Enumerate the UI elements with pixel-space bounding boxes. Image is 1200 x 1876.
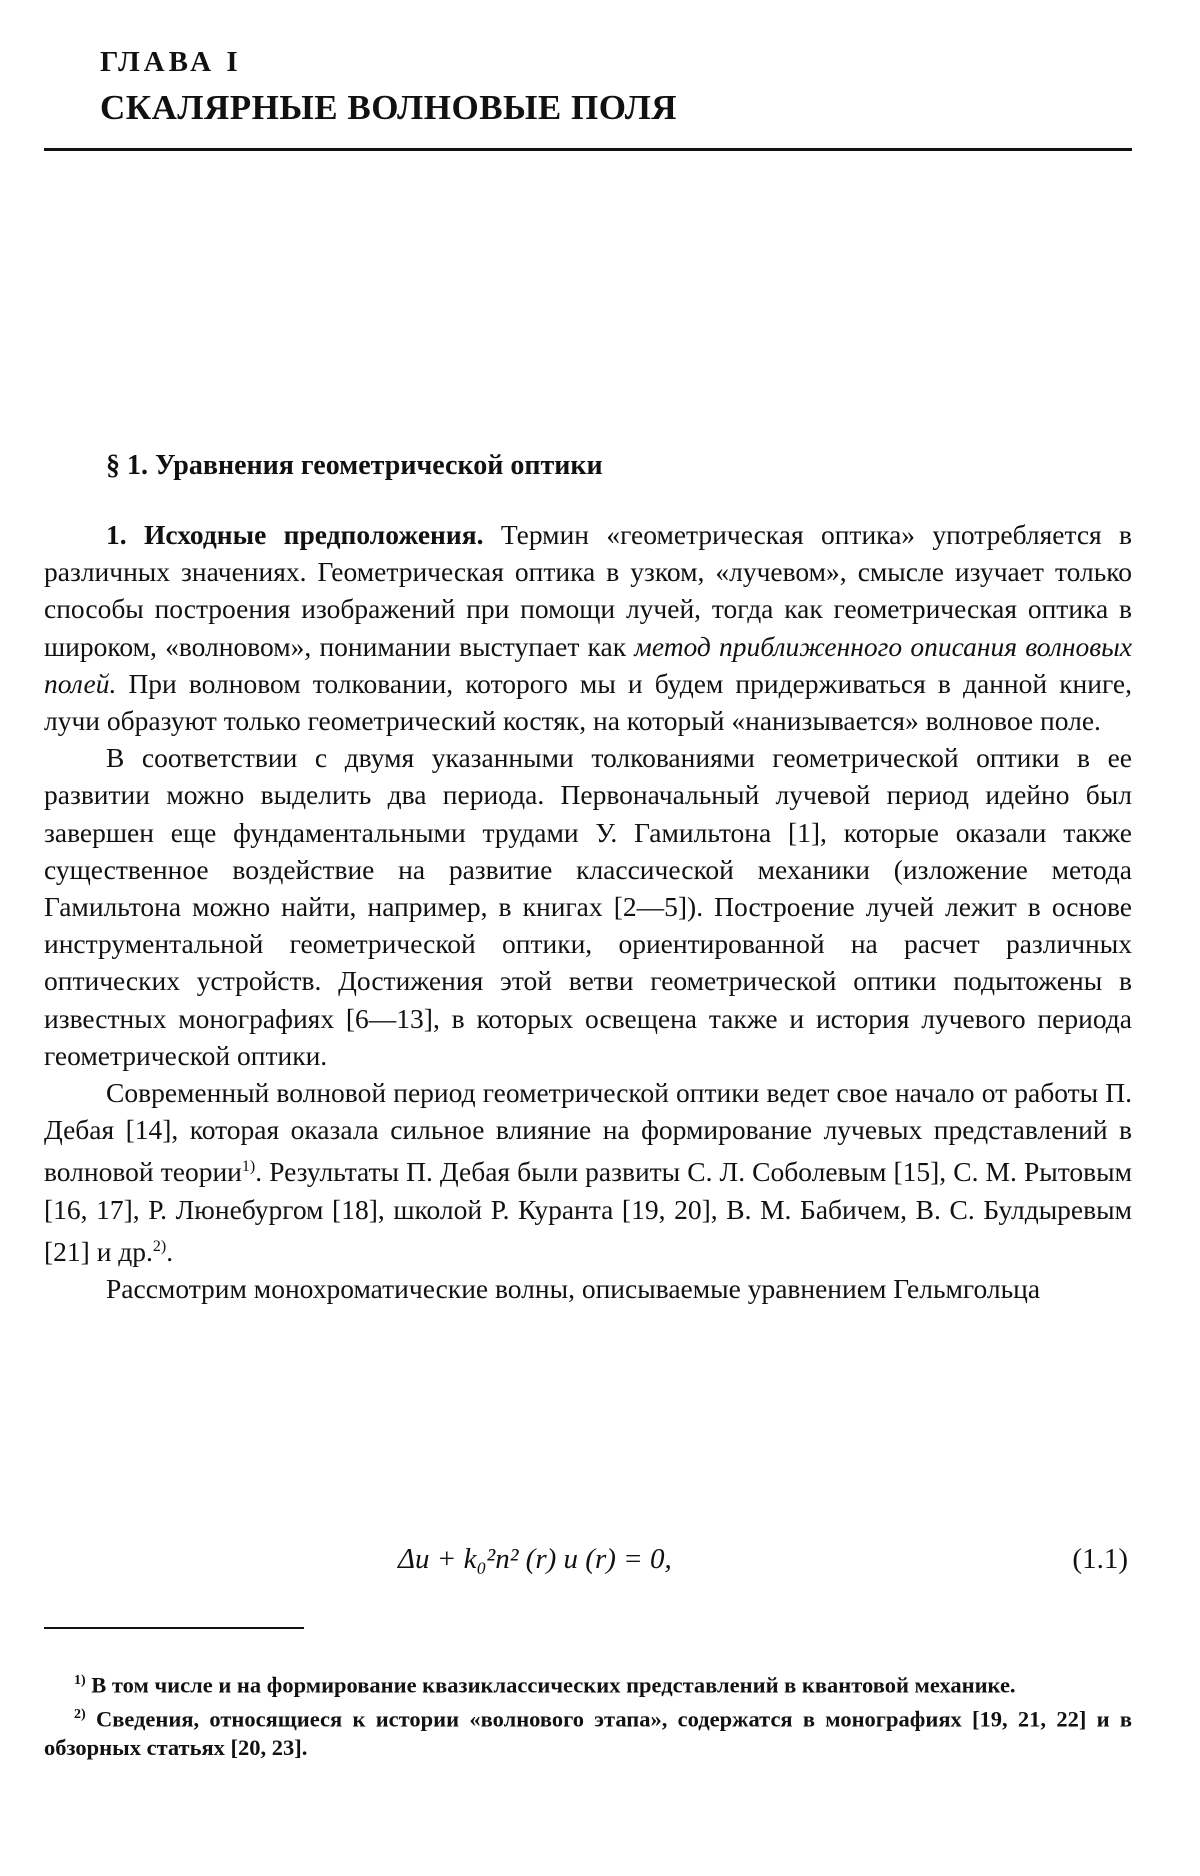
body-text [44, 516, 1132, 1308]
paragraph-3-text-c: . [166, 1236, 174, 1268]
chapter-title: СКАЛЯРНЫЕ ВОЛНОВЫЕ ПОЛЯ [100, 88, 678, 127]
footnote-ref-2: 2) [152, 1238, 167, 1256]
paragraph-1 [44, 516, 1132, 739]
footnote-1 [44, 1666, 1132, 1700]
equation-formula: Δu + k₀²n² (r) u (r) = 0, [398, 1543, 672, 1575]
chapter-rule [44, 148, 1132, 151]
paragraph-3 [44, 1074, 1132, 1270]
paragraph-1-emphasis: метод приближенного описания волновых полей. [44, 630, 1133, 699]
paragraph-1-runin-heading: 1. Исходные предположения. [106, 519, 484, 550]
paragraph-3-text-a: Современный волновой период геометрической оптики ведет свое начало от работы П. Дебая [14], которая оказала сильное влияние на формирование лучевых представлений в волновой теории [44, 1077, 1132, 1188]
paragraph-2: В соответствии с двумя указанными толкованиями геометрической оптики в ее развитии можно выделить два периода. Первоначальный лучевой период идейно был завершен еще фундаментальными трудами У. Гамильтона [1], которые оказали также существенное воздействие на развитие классической механики (изложение метода Гамильтона можно найти, например, в книгах [2—5]). Построение лучей лежит в основе инструментальной геометрической оптики, ориентированной на расчет различных оптических устройств. Достижения этой ветви геометрической оптики подытожены в известных монографиях [6—13], в которых освещена также и история лучевого периода геометрической оптики. [44, 742, 1132, 1071]
equation-number: (1.1) [1072, 1543, 1128, 1575]
footnote-2 [44, 1700, 1132, 1763]
paragraph-4: Рассмотрим монохроматические волны, описываемые уравнением Гельмгольца [106, 1273, 1041, 1305]
footnote-rule [44, 1627, 304, 1629]
footnote-2-mark: 2) [74, 1706, 86, 1722]
footnotes [44, 1666, 1132, 1762]
paragraph-1-text-b: При волновом толковании, которого мы и будем придерживаться в данной книге, лучи образуют только геометрический костяк, на который «нанизывается» волновое поле. [44, 667, 1132, 737]
footnote-2-text: Сведения, относящиеся к истории «волнового этапа», содержатся в монографиях [19, 21, 22] и в обзорных статьях [20, 23]. [44, 1706, 1132, 1760]
footnote-1-mark: 1) [74, 1673, 86, 1688]
section-title: § 1. Уравнения геометрической оптики [106, 450, 603, 481]
chapter-label: ГЛАВА I [100, 46, 242, 78]
equation-1-1 [0, 1543, 1200, 1587]
paragraph-3-text-b: . Результаты П. Дебая были развиты С. Л. Соболевым [15], С. М. Рытовым [16, 17], Р. Люнебургом [18], школой Р. Куранта [19, 20], В. М. Бабичем, В. С. Булдыревым [21] и др. [44, 1156, 1133, 1268]
paragraph-1-text-a: Термин «геометрическая оптика» употребляется в различных значениях. Геометрическая оптика в узком, «лучевом», смысле изучает только способы построения изображений при помощи лучей, тогда как геометрическая оптика в широком, «волновом», понимании выступает как [44, 519, 1133, 662]
footnote-1-text: В том числе и на формирование квазиклассических представлений в квантовой механике. [91, 1672, 1016, 1698]
footnote-ref-1: 1) [241, 1158, 256, 1176]
